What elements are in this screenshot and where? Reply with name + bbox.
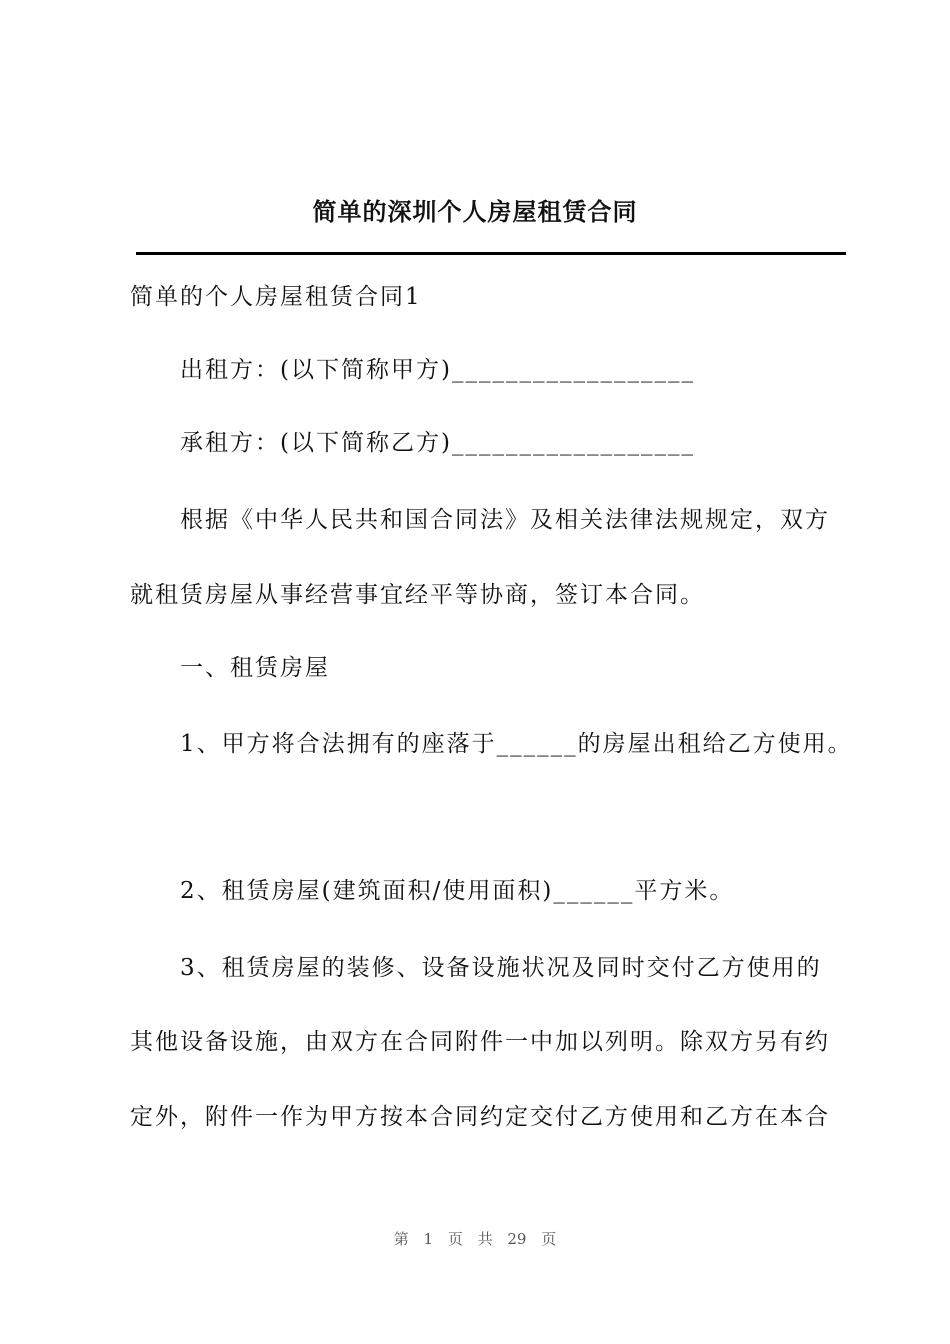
clause-1-3-line-2: 其他设备设施，由双方在合同附件一中加以列明。除双方另有约 bbox=[130, 1029, 830, 1055]
lessee-line: 承租方：(以下简称乙方)__________________ bbox=[180, 430, 695, 456]
document-title: 简单的深圳个人房屋租赁合同 bbox=[312, 198, 638, 226]
preamble-line-1: 根据《中华人民共和国合同法》及相关法律法规规定，双方 bbox=[180, 507, 830, 533]
clause-1-3-line-3: 定外，附件一作为甲方按本合同约定交付乙方使用和乙方在本合 bbox=[130, 1104, 830, 1130]
clause-1-3-line-1: 3、租赁房屋的装修、设备设施状况及同时交付乙方使用的 bbox=[180, 955, 822, 981]
title-divider bbox=[136, 252, 846, 255]
preamble-line-2: 就租赁房屋从事经营事宜经平等协商，签订本合同。 bbox=[130, 582, 705, 608]
clause-1-2: 2、租赁房屋(建筑面积/使用面积)______平方米。 bbox=[180, 878, 735, 904]
contract-subtitle: 简单的个人房屋租赁合同1 bbox=[130, 284, 422, 310]
page-number-footer: 第 1 页 共 29 页 bbox=[393, 1230, 557, 1248]
lessor-line: 出租方：(以下简称甲方)__________________ bbox=[180, 357, 695, 383]
clause-1-1: 1、甲方将合法拥有的座落于______的房屋出租给乙方使用。 bbox=[180, 731, 853, 757]
section-heading-1: 一、租赁房屋 bbox=[180, 655, 330, 681]
